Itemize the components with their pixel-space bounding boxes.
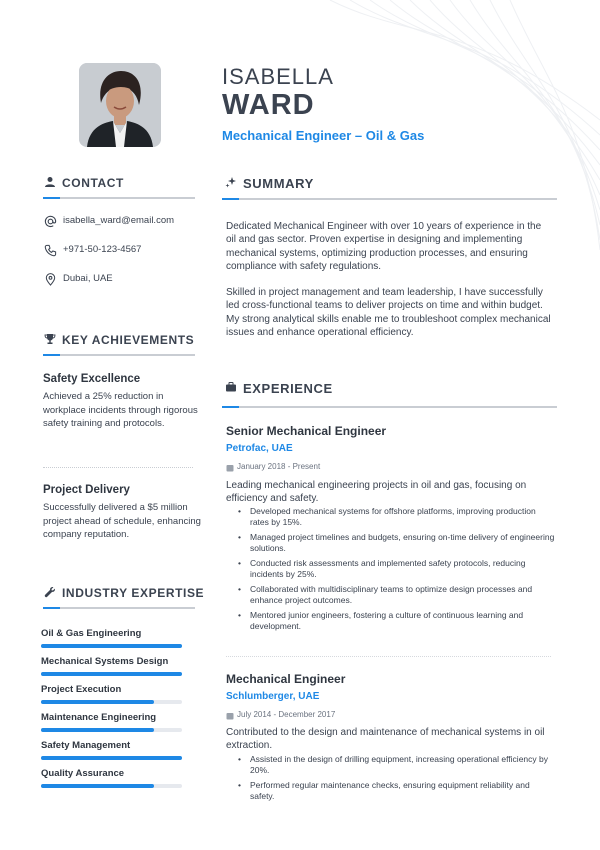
summary-paragraph: Dedicated Mechanical Engineer with over 10 years of experience in the oil and gas sector. Proven expertise in designing and implementing mechanical systems, optimizing production processes, and ensuring compliance with safety regulations. [226, 221, 542, 272]
job-role: Mechanical Engineer [226, 672, 346, 686]
expertise-heading-label: INDUSTRY EXPERTISE [62, 586, 205, 600]
achievement-desc: Successfully delivered a $5 million project ahead of schedule, enhancing company reputation. [43, 502, 201, 540]
job-bullet: • Managed project timelines and budgets, ensuring on-time delivery of engineering solutions. [238, 532, 555, 553]
job-dates-value: January 2018 - Present [237, 462, 321, 471]
phone-value: +971-50-123-4567 [63, 244, 142, 255]
achievement-separator [43, 467, 193, 468]
at-icon [44, 215, 57, 228]
summary-divider [222, 198, 557, 200]
map-pin-icon [44, 273, 57, 286]
job-separator [226, 656, 551, 657]
job-company: Schlumberger, UAE [226, 691, 320, 702]
wrench-icon [44, 586, 56, 598]
achievements-heading-label: KEY ACHIEVEMENTS [62, 333, 195, 347]
achievement-title: Safety Excellence [43, 373, 141, 385]
skill-bar [41, 700, 182, 704]
sparkle-icon [225, 176, 237, 188]
achievement-title: Project Delivery [43, 484, 130, 496]
job-bullet: • Conducted risk assessments and implemented safety protocols, reducing incidents by 25%. [238, 558, 526, 579]
job-bullet: • Performed regular maintenance checks, ensuring equipment reliability and safety. [238, 780, 530, 801]
experience-heading-label: EXPERIENCE [243, 381, 333, 396]
person-icon [44, 176, 56, 188]
skill-bar [41, 728, 182, 732]
phone-icon [44, 244, 57, 257]
job-bullets [238, 506, 556, 636]
location-value: Dubai, UAE [63, 273, 113, 284]
profile-photo [79, 63, 161, 147]
summary-heading-label: SUMMARY [243, 176, 314, 191]
skill-label: Oil & Gas Engineering [41, 628, 142, 639]
job-title: Mechanical Engineer – Oil & Gas [222, 128, 425, 143]
skill-label: Safety Management [41, 740, 131, 751]
job-bullets [238, 754, 556, 806]
calendar-icon [226, 712, 234, 720]
contact-divider [43, 197, 195, 199]
skill-label: Quality Assurance [41, 768, 125, 779]
job-bullet: • Developed mechanical systems for offshore platforms, improving production rates by 15%. [238, 506, 536, 527]
skill-label: Maintenance Engineering [41, 712, 157, 723]
summary-paragraph: Skilled in project management and team leadership, I have successfully led cross-functional teams to deliver projects on time and within budget. My strong analytical skills enable me to troubleshoot complex mechanical issues and enhance operational efficiency. [226, 287, 551, 338]
achievements-divider [43, 354, 195, 356]
job-bullet: • Assisted in the design of drilling equipment, increasing operational efficiency by 20%. [238, 754, 548, 775]
last-name: WARD [222, 89, 315, 121]
achievement-desc: Achieved a 25% reduction in workplace incidents through rigorous safety training and protocols. [43, 391, 198, 429]
skill-bar [41, 672, 182, 676]
job-bullet: • Collaborated with multidisciplinary teams to optimize design processes and enhance project outcomes. [238, 584, 533, 605]
skill-bar [41, 784, 182, 788]
skill-label: Project Execution [41, 684, 122, 695]
experience-divider [222, 406, 557, 408]
job-bullet: • Mentored junior engineers, fostering a culture of continuous learning and development. [238, 610, 524, 631]
job-dates-value: July 2014 - December 2017 [237, 710, 336, 719]
first-name: ISABELLA [222, 64, 334, 89]
job-company: Petrofac, UAE [226, 443, 293, 454]
trophy-icon [44, 333, 56, 345]
contact-heading-label: CONTACT [62, 176, 124, 190]
expertise-divider [43, 607, 195, 609]
skill-label: Mechanical Systems Design [41, 656, 169, 667]
job-role: Senior Mechanical Engineer [226, 424, 387, 438]
job-intro: Leading mechanical engineering projects in oil and gas, focusing on efficiency and safety. [226, 480, 527, 504]
skill-bar [41, 756, 182, 760]
job-intro: Contributed to the design and maintenance of mechanical systems in oil extraction. [226, 727, 545, 751]
calendar-icon [226, 464, 234, 472]
email-value: isabella_ward@email.com [63, 215, 175, 226]
briefcase-icon [225, 381, 237, 393]
skill-bar [41, 644, 182, 648]
wave-decoration [300, 0, 600, 250]
